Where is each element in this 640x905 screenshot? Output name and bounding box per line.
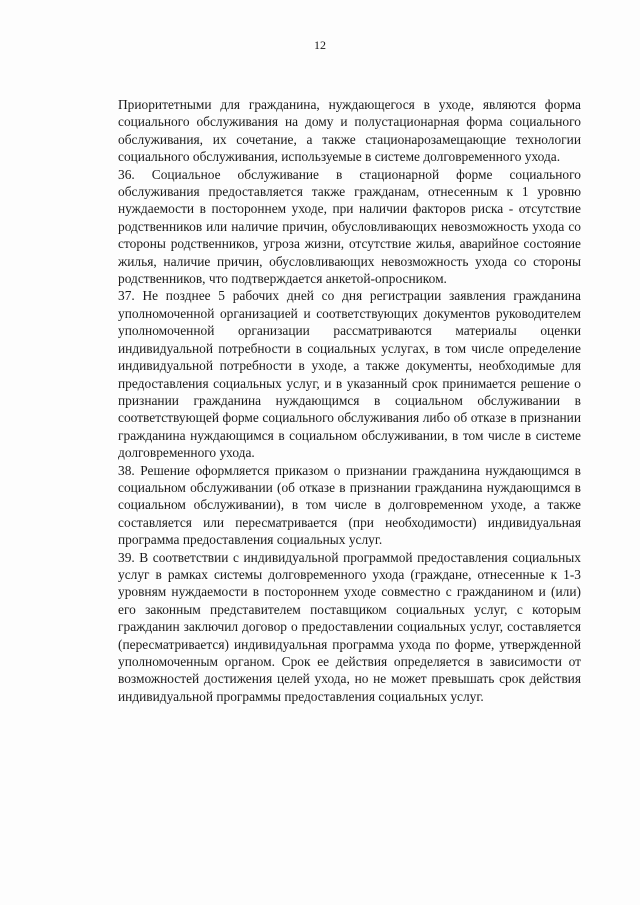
document-body (118, 96, 581, 705)
paragraph-36: 36. Социальное обслуживание в стационарной форме социального обслуживания предоставляется также гражданам, отнесенным к 1 уровню нуждаемости в постороннем уходе, при наличии факторов риска - отсутствие родственников или наличие причин, обусловливающих невозможность ухода со стороны родственников, угроза жизни, отсутствие жилья, аварийное состояние жилья, наличие причин, обусловливающих невозможность ухода со стороны родственников, что подтверждается анкетой-опросником. (118, 166, 581, 287)
paragraph-37: 37. Не позднее 5 рабочих дней со дня регистрации заявления гражданина уполномоченной организацией и соответствующих документов руководителем уполномоченной организации рассматриваются материалы оценки индивидуальной потребности в социальных услугах, в том числе определение индивидуальной потребности в уходе, а также документы, необходимые для предоставления социальных услуг, и в указанный срок принимается решение о признании гражданина нуждающимся в социальном обслуживании в соответствующей форме социального обслуживания либо об отказе в признании гражданина нуждающимся в социальном обслуживании, в том числе в системе долговременного ухода. (118, 288, 581, 461)
paragraph-39: 39. В соответствии с индивидуальной программой предоставления социальных услуг в рамках системы долговременного ухода (граждане, отнесенные к 1-3 уровням нуждаемости в постороннем уходе совместно с гражданином и (или) его законным представителем поставщиком социальных услуг, с которым гражданин заключил договор о предоставлении социальных услуг, составляется (пересматривается) индивидуальная программа ухода по форме, утвержденной уполномоченным органом. Срок ее действия определяется в зависимости от возможностей достижения целей ухода, но не может превышать срок действия индивидуальной программы предоставления социальных услуг. (118, 549, 581, 704)
paragraph-intro: Приоритетными для гражданина, нуждающегося в уходе, являются форма социального обслуживания на дому и полустационарная форма социального обслуживания, их сочетание, а также стационарозамещающие технологии социального обслуживания, используемые в системе долговременного ухода. (118, 97, 581, 165)
page-number: 12 (314, 38, 326, 52)
paragraph-38: 38. Решение оформляется приказом о признании гражданина нуждающимся в социальном обслуживании (об отказе в признании гражданина нуждающимся в социальном обслуживании), в том числе в долговременном уходе, а также составляется или пересматривается (при необходимости) индивидуальная программа предоставления социальных услуг. (118, 462, 581, 548)
